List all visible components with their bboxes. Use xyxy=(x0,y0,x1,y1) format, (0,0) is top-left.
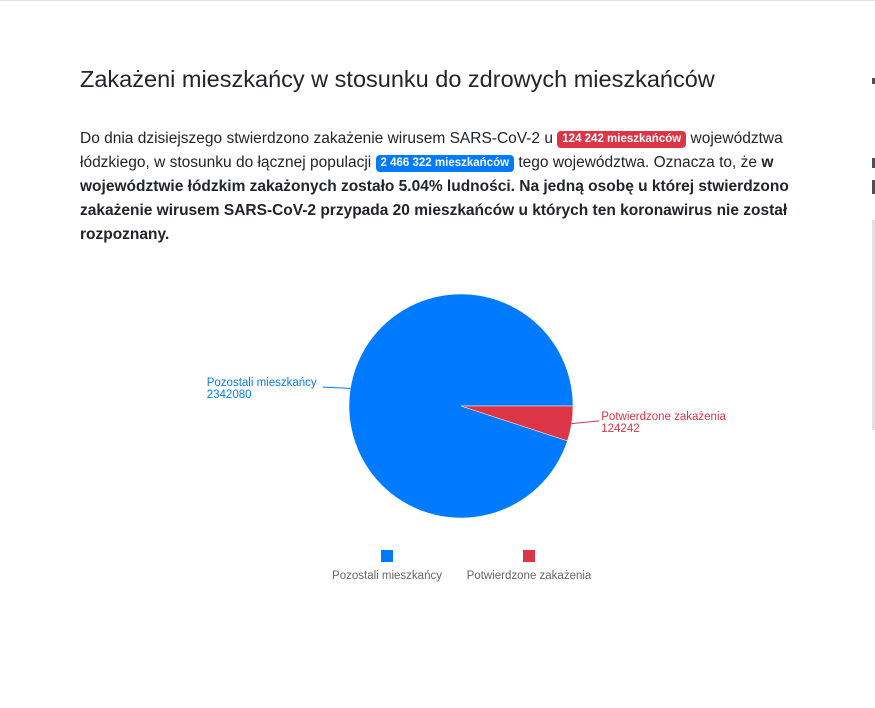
legend-label[interactable]: Pozostali mieszkańcy xyxy=(332,570,442,582)
summary-text-2: województwa łódzkiego, w stosunku do łącznej populacji xyxy=(80,130,783,171)
legend-swatch[interactable] xyxy=(523,550,535,562)
summary-text-3: tego województwa. Oznacza to, że xyxy=(514,154,762,171)
chart-legend xyxy=(332,550,592,582)
page-title: Zakażeni mieszkańcy w stosunku do zdrowych mieszkańców xyxy=(80,66,715,92)
pie-label-name: Pozostali mieszkańcy xyxy=(206,377,317,390)
legend-swatch[interactable] xyxy=(381,550,393,562)
population-count-badge: 2 466 322 mieszkańców xyxy=(376,155,515,172)
pie-label-leader xyxy=(572,421,600,424)
summary-conclusion: w województwie łódzkim zakażonych zostało 5.04% ludności. Na jedną osobę u której stwierdzono zakażenie wirusem SARS-CoV-2 przypada 20 mieszkańców u których ten koronawirus nie został rozpoznany. xyxy=(80,154,789,243)
pie-slices xyxy=(349,294,573,518)
pie-label-name: Potwierdzone zakażenia xyxy=(601,410,726,423)
legend-label[interactable]: Potwierdzone zakażenia xyxy=(466,570,592,582)
pie-label-value: 124242 xyxy=(601,422,640,435)
summary-text-1: Do dnia dzisiejszego stwierdzono zakażenie wirusem SARS-CoV-2 u xyxy=(80,130,558,147)
pie-label-leader xyxy=(323,387,351,388)
infected-count-badge: 124 242 mieszkańców xyxy=(557,131,686,148)
pie-label-value: 2342080 xyxy=(206,389,252,402)
